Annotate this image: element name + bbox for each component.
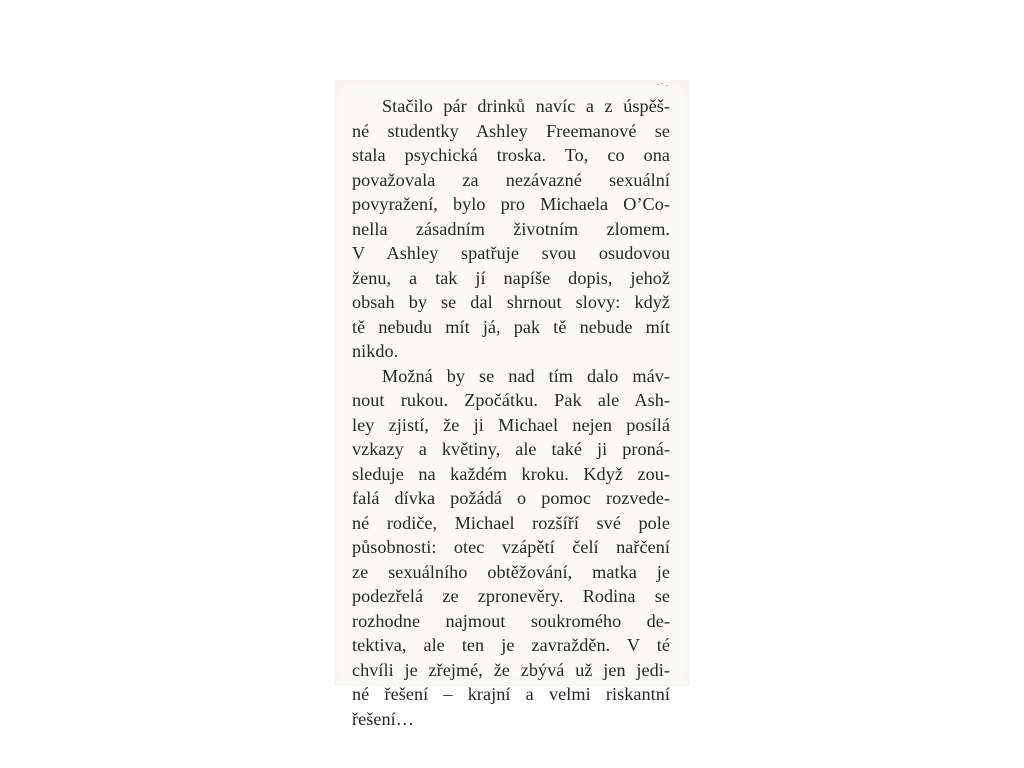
text-line: považovala za nezávazné sexuální [352, 169, 670, 190]
text-line: né studentky Ashley Freemanové se [352, 120, 670, 141]
text-line: falá dívka požádá o pomoc rozvede- [352, 488, 670, 508]
text-line: působnosti: otec vzápětí čelí nařčení [352, 537, 670, 557]
text-line: řešení… [352, 708, 414, 729]
text-line: Stačilo pár drinků navíc a z úspěš- [382, 96, 670, 116]
paragraph-1 [352, 94, 670, 364]
blurb-text [352, 94, 670, 731]
text-line: rozhodne najmout soukromého de- [352, 610, 670, 631]
text-line: né řešení – krajní a velmi riskantní [352, 684, 670, 704]
text-line: sleduje na každém kroku. Když zou- [352, 463, 670, 484]
text-line: podezřelá ze zpronevěry. Rodina se [352, 586, 670, 606]
text-line: obsah by se dal shrnout slovy: když [352, 292, 670, 312]
text-line: V Ashley spatřuje svou osudovou [352, 243, 670, 263]
text-line: ženu, a tak jí napíše dopis, jehož [352, 267, 670, 288]
text-line: nella zásadním životním zlomem. [352, 218, 670, 239]
text-line: ze sexuálního obtěžování, matka je [352, 561, 670, 582]
text-line: ley zjistí, že ji Michael nejen posílá [352, 414, 670, 435]
scanned-page [334, 80, 690, 729]
paragraph-2 [352, 364, 670, 732]
text-line: tektiva, ale ten je zavražděn. V té [352, 635, 670, 655]
text-line: chvíli je zřejmé, že zbývá už jen jedi- [352, 659, 670, 680]
text-line: né rodiče, Michael rozšíří své pole [352, 512, 670, 533]
text-line: stala psychická troska. To, co ona [352, 145, 670, 165]
text-line: nout rukou. Zpočátku. Pak ale Ash- [352, 390, 670, 410]
scan-specks [657, 83, 671, 91]
text-line: vzkazy a květiny, ale také ji proná- [352, 439, 670, 459]
text-line: nikdo. [352, 341, 399, 361]
text-line: tě nebudu mít já, pak tě nebude mít [352, 316, 670, 337]
text-line: Možná by se nad tím dalo máv- [382, 365, 670, 386]
text-line: povyražení, bylo pro Michaela O’Co- [352, 194, 670, 214]
